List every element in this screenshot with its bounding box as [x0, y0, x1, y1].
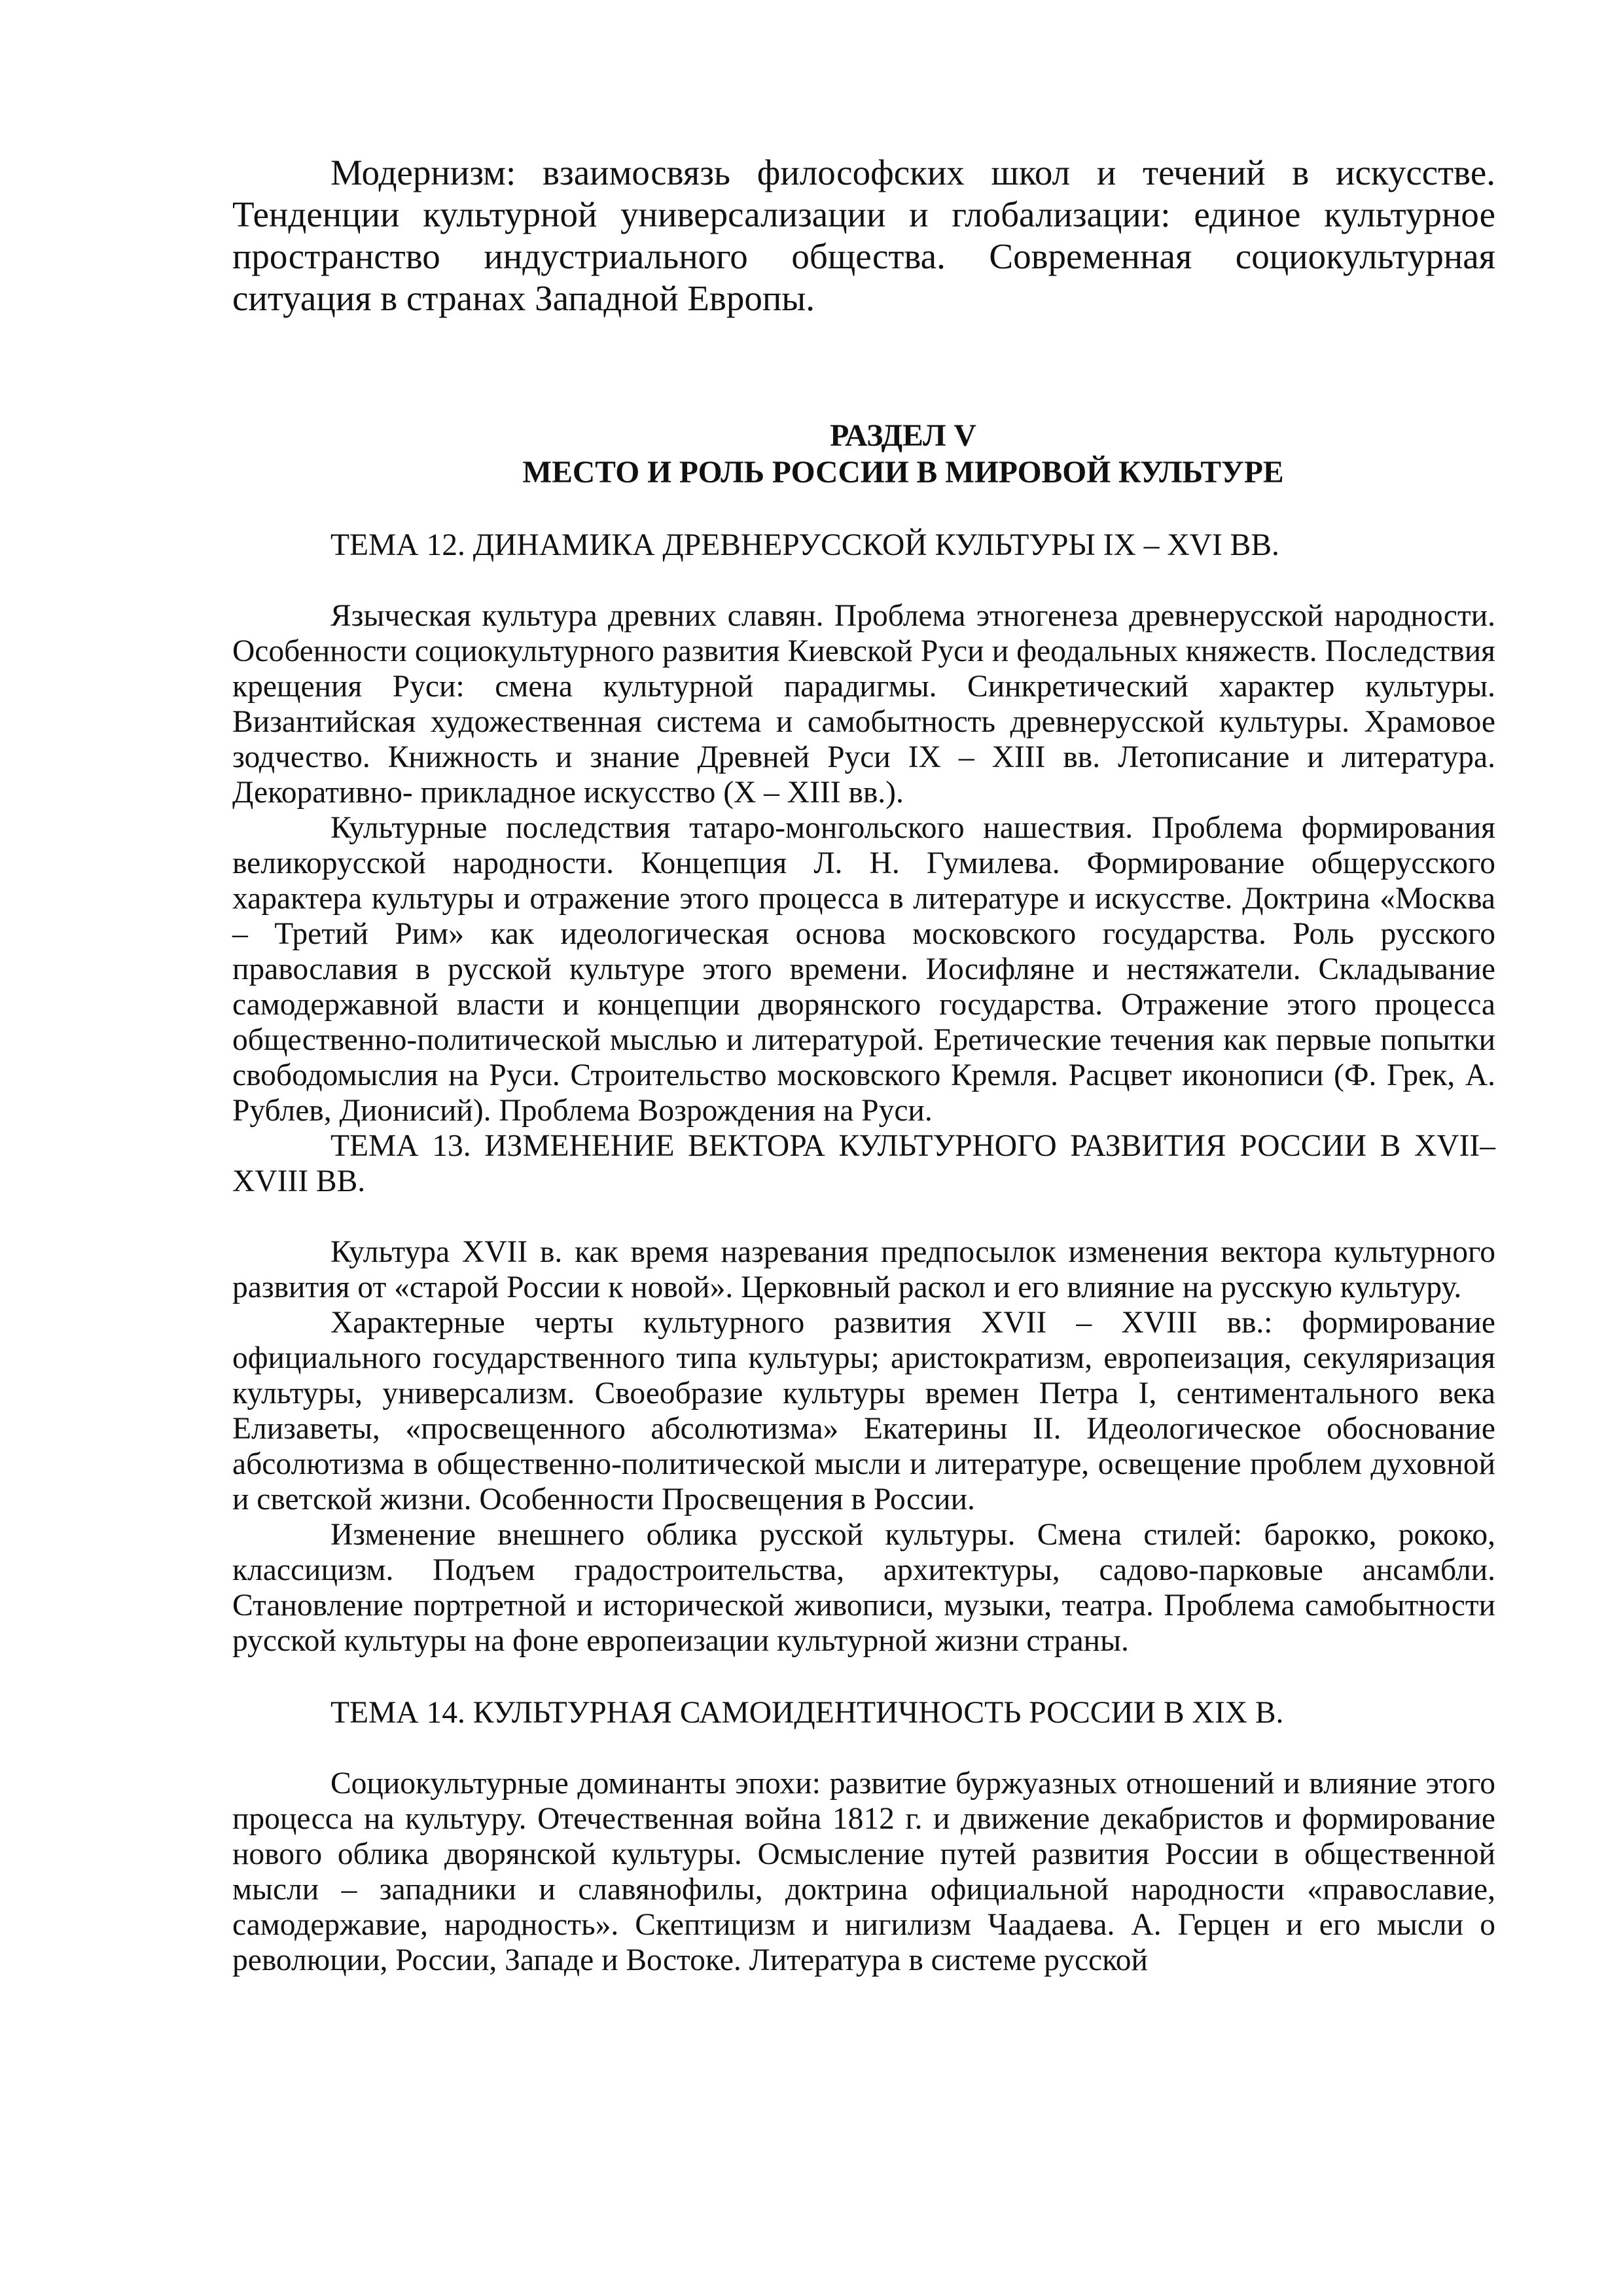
- intro-paragraph: Модернизм: взаимосвязь философских школ и течений в искусстве. Тенденции культурной универсализации и глобализации: единое культурное пространство индустриального общества. Современная социокультурная ситуация в странах Западной Европы.: [232, 152, 1495, 318]
- topic-14-paragraph-1: Социокультурные доминанты эпохи: развитие буржуазных отношений и влияние этого процесса на культуру. Отечественная война 1812 г. и движение декабристов и формирование нового облика дворянской культуры. Осмысление путей развития России в общественной мысли – западники и славянофилы, доктрина официальной народности «православие, самодержавие, народность». Скептицизм и нигилизм Чаадаева. А. Герцен и его мысли о революции, России, Западе и Востоке. Литература в системе русской: [232, 1767, 1495, 1977]
- topic-12-paragraph-1: Языческая культура древних славян. Проблема этногенеза древнерусской народности. Особенности социокультурного развития Киевской Руси и феодальных княжеств. Последствия крещения Руси: смена культурной парадигмы. Синкретический характер культуры. Византийская художественная система и самобытность древнерусской культуры. Храмовое зодчество. Книжность и знание Древней Руси IX – XIII вв. Летописание и литература. Декоративно- прикладное искусство (X – XIII вв.).: [232, 599, 1495, 810]
- section-title: МЕСТО И РОЛЬ РОССИИ В МИРОВОЙ КУЛЬТУРЕ: [522, 456, 1284, 490]
- section-heading: [232, 418, 1495, 491]
- section-number: РАЗДЕЛ V: [830, 419, 976, 453]
- topic-13-paragraph-2: Характерные черты культурного развития XVII – XVIII вв.: формирование официального государственного типа культуры; аристократизм, европеизация, секуляризация культуры, универсализм. Своеобразие культуры времен Петра I, сентиментального века Елизаветы, «просвещенного абсолютизма» Екатерины II. Идеологическое обоснование абсолютизма в общественно-политической мысли и литературе, освещение проблем духовной и светской жизни. Особенности Просвещения в России.: [232, 1306, 1495, 1516]
- topic-13-paragraph-1: Культура XVII в. как время назревания предпосылок изменения вектора культурного развития от «старой России к новой». Церковный раскол и его влияние на русскую культуру.: [232, 1235, 1495, 1304]
- topic-12-heading: ТЕМА 12. ДИНАМИКА ДРЕВНЕРУССКОЙ КУЛЬТУРЫ IX – XVI ВВ.: [330, 528, 1279, 562]
- page-content: [232, 152, 1495, 1978]
- topic-13-heading: ТЕМА 13. ИЗМЕНЕНИЕ ВЕКТОРА КУЛЬТУРНОГО РАЗВИТИЯ РОССИИ В XVII–XVIII ВВ.: [232, 1129, 1495, 1198]
- topic-12-paragraph-2: Культурные последствия татаро-монгольского нашествия. Проблема формирования великорусской народности. Концепция Л. Н. Гумилева. Формирование общерусского характера культуры и отражение этого процесса в литературе и искусстве. Доктрина «Москва – Третий Рим» как идеологическая основа московского государства. Роль русского православия в русской культуре этого времени. Иосифляне и нестяжатели. Складывание самодержавной власти и концепции дворянского государства. Отражение этого процесса общественно-политической мыслью и литературой. Еретические течения как первые попытки свободомыслия на Руси. Строительство московского Кремля. Расцвет иконописи (Ф. Грек, А. Рублев, Дионисий). Проблема Возрождения на Руси.: [232, 811, 1495, 1128]
- topic-13-paragraph-3: Изменение внешнего облика русской культуры. Смена стилей: барокко, рококо, классицизм. Подъем градостроительства, архитектуры, садово-парковые ансамбли. Становление портретной и исторической живописи, музыки, театра. Проблема самобытности русской культуры на фоне европеизации культурной жизни страны.: [232, 1518, 1495, 1658]
- topic-14-heading: ТЕМА 14. КУЛЬТУРНАЯ САМОИДЕНТИЧНОСТЬ РОССИИ В XIX В.: [330, 1696, 1284, 1730]
